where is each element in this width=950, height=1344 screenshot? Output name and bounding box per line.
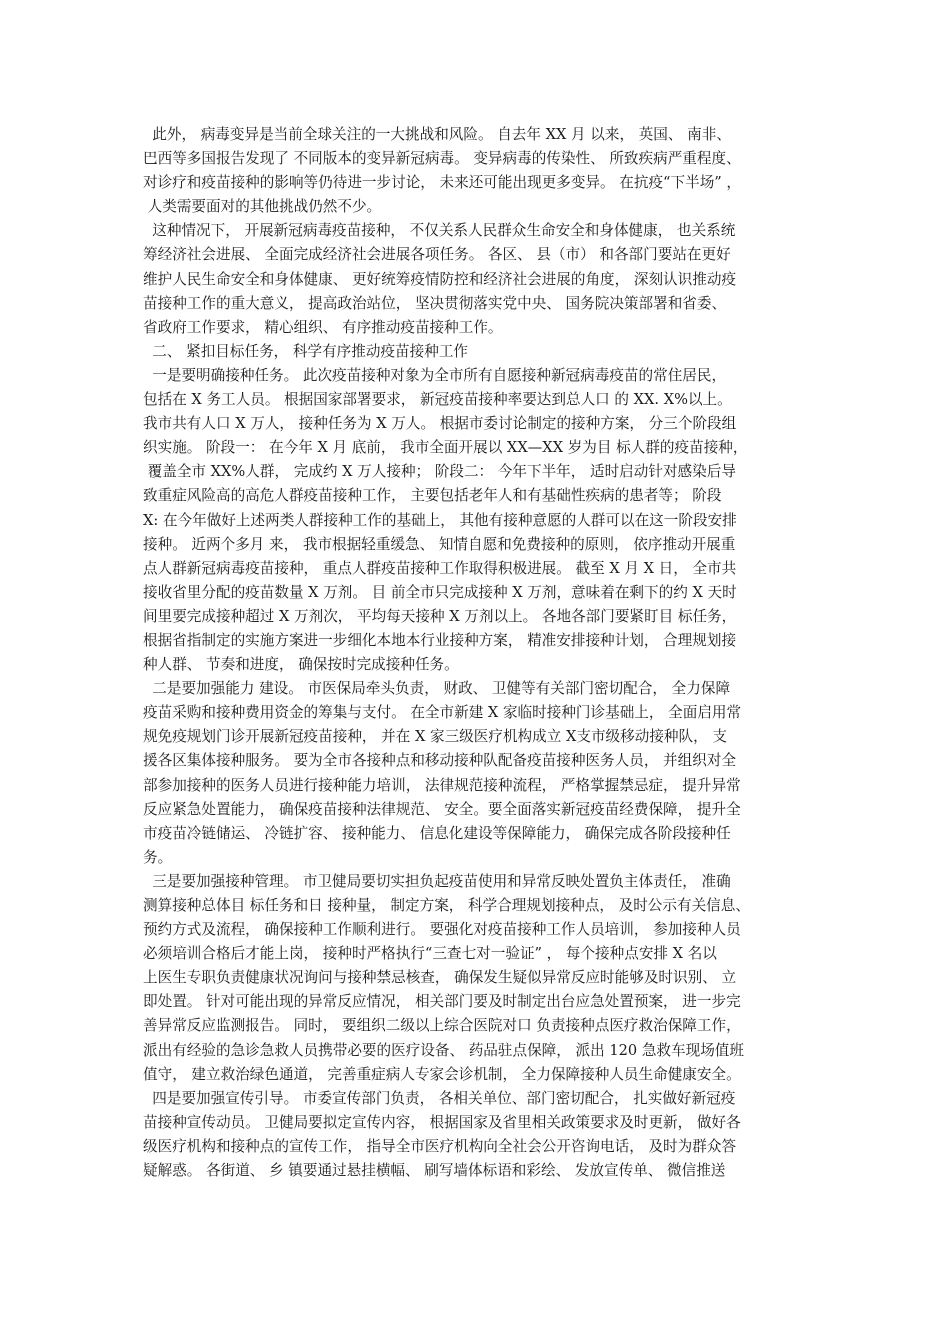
- paragraph: [143, 1087, 823, 1183]
- text-line: 省政府工作要求， 精心组织、 有序推动疫苗接种工作。: [143, 318, 503, 336]
- text-line: 三是要加强接种管理。 市卫健局要切实担负起疫苗使用和异常反映处置负主体责任， 准确: [143, 872, 731, 890]
- text-line: 接收省里分配的疫苗数量 X 万剂。 目 前全市只完成接种 X 万剂，意味着在剩下的约 X 天时: [143, 583, 737, 601]
- text-line: 致重症风险高的高危人群疫苗接种工作， 主要包括老年人和有基础性疾病的患者等； 阶段: [143, 487, 722, 505]
- paragraph: [143, 123, 823, 219]
- text-line: 部参加接种的医务人员进行接种能力培训， 法律规范接种流程， 严格掌握禁忌症， 提升异常: [143, 776, 741, 794]
- text-line: 预约方式及流程， 确保接种工作顺利进行。 要强化对疫苗接种工作人员培训， 参加接种人员: [143, 921, 741, 939]
- text-line: 苗接种宣传动员。 卫健局要拟定宣传内容， 根据国家及省里相关政策要求及时更新， 做好各: [143, 1113, 741, 1131]
- text-line: 接种。 近两个多月 来， 我市根据轻重缓急、 知情自愿和免费接种的原则， 依序推动开展重: [143, 535, 736, 553]
- text-line: 维护人民生命安全和身体健康、 更好统筹疫情防控和经济社会进展的角度， 深刻认识推动疫: [143, 270, 737, 288]
- text-line: 即处置。 针对可能出现的异常反应情况， 相关部门要及时制定出台应急处置预案， 进一步完: [143, 993, 741, 1011]
- paragraph: [143, 677, 823, 870]
- text-line: 派出有经验的急诊急救人员携带必要的医疗设备、 药品驻点保障， 派出 120 急救车现场值班: [143, 1041, 744, 1059]
- text-line: 务。: [143, 848, 173, 866]
- text-line: 人类需要面对的其他挑战仍然不少。: [143, 198, 382, 216]
- paragraph: [143, 870, 823, 1087]
- text-line: 种人群、 节奏和进度， 确保按时完成接种任务。: [143, 656, 459, 674]
- text-line: 此外， 病毒变异是当前全球关注的一大挑战和风险。 自去年 XX 月 以来， 英国、 南非、: [143, 126, 731, 143]
- text-line: 巴西等多国报告发现了 不同版本的变异新冠病毒。 变异病毒的传染性、 所致疾病严重程度、: [143, 150, 741, 168]
- text-line: 根据省指制定的实施方案进一步细化本地本行业接种方案， 精准安排接种计划， 合理规划接: [143, 631, 737, 649]
- text-line: X: 在今年做好上述两类人群接种工作的基础上， 其他有接种意愿的人群可以在这一阶段安排: [143, 511, 737, 529]
- paragraph: [143, 364, 823, 677]
- text-line: 覆盖全市 XX%人群， 完成约 X 万人接种； 阶段二： 今年下半年， 适时启动针对感染后导: [143, 463, 736, 481]
- text-line: 筹经济社会进展、 全面完成经济社会进展各项任务。 各区、 县（市） 和各部门要站在更好: [143, 246, 731, 264]
- text-line: 这种情况下， 开展新冠病毒疫苗接种， 不仅关系人民群众生命安全和身体健康， 也关系统: [143, 222, 736, 240]
- text-line: 级医疗机构和接种点的宣传工作， 指导全市医疗机构向全社会公开咨询电话， 及时为群众答: [143, 1137, 737, 1155]
- text-line: 援各区集体接种服务。 要为全市各接种点和移动接种队配备疫苗接种医务人员， 并组织对全: [143, 752, 737, 770]
- text-line: 我市共有人口 X 万人， 接种任务为 X 万人。 根据市委讨论制定的接种方案， 分三个阶段组: [143, 415, 737, 433]
- text-line: 上医生专职负责健康状况询问与接种禁忌核查， 确保发生疑似异常反应时能够及时识别、 立: [143, 969, 737, 987]
- text-line: 二、 紧扣目标任务， 科学有序推动疫苗接种工作: [143, 342, 469, 360]
- text-line: 测算接种总体目 标任务和日 接种量， 制定方案， 科学合理规划接种点， 及时公示有关信息、: [143, 897, 750, 914]
- text-line: 对诊疗和疫苗接种的影响等仍待进一步讨论， 未来还可能出现更多变异。 在抗疫“下半场” ，: [143, 174, 741, 192]
- text-line: 必须培训合格后才能上岗， 接种时严格执行“三查七对一验证” ， 每个接种点安排 X 名以: [143, 945, 717, 963]
- text-line: 间里要完成接种超过 X 万剂次， 平均每天接种 X 万剂以上。 各地各部门要紧盯目 标任务，: [143, 607, 737, 625]
- text-line: 四是要加强宣传引导。 市委宣传部门负责， 各相关单位、部门密切配合， 扎实做好新冠疫: [143, 1089, 736, 1107]
- text-line: 市疫苗冷链储运、 冷链扩容、 接种能力、 信息化建设等保障能力， 确保完成各阶段接种任: [143, 824, 731, 842]
- text-line: 苗接种工作的重大意义， 提高政治站位， 坚决贯彻落实党中央、 国务院决策部署和省委、: [143, 294, 727, 312]
- text-line: 一是要明确接种任务。 此次疫苗接种对象为全市所有自愿接种新冠病毒疫苗的常住居民，: [143, 366, 727, 384]
- paragraph: [143, 340, 823, 364]
- text-line: 包括在 X 务工人员。 根据国家部署要求， 新冠疫苗接种率要达到总人口 的 XX. X%以上。: [143, 391, 732, 409]
- text-line: 反应紧急处置能力， 确保疫苗接种法律规范、 安全。要全面落实新冠疫苗经费保障， 提升全: [143, 800, 741, 818]
- text-line: 织实施。 阶段一： 在今年 X 月 底前， 我市全面开展以 XX—XX 岁为目 标人群的疫苗接种，: [143, 439, 748, 457]
- text-line: 点人群新冠病毒疫苗接种， 重点人群疫苗接种工作取得积极进展。 截至 X 月 X 日， 全市共: [143, 559, 737, 577]
- paragraph: [143, 219, 823, 339]
- text-line: 二是要加强能力 建设。 市医保局牵头负责， 财政、 卫健等有关部门密切配合， 全力保障: [143, 680, 731, 698]
- document-body: [143, 123, 823, 1183]
- text-line: 疫苗采购和接种费用资金的筹集与支付。 在全市新建 X 家临时接种门诊基础上， 全面启用常: [143, 704, 742, 722]
- text-line: 疑解惑。 各街道、 乡 镇要通过悬挂横幅、 刷写墙体标语和彩绘、 发放宣传单、 微信推送: [143, 1162, 726, 1180]
- text-line: 规免疫规划门诊开展新冠疫苗接种， 并在 X 家三级医疗机构成立 X支市级移动接种队， 支: [143, 728, 727, 746]
- text-line: 值守， 建立救治绿色通道， 完善重症病人专家会诊机制， 全力保障接种人员生命健康安全。: [143, 1065, 741, 1083]
- text-line: 善异常反应监测报告。 同时， 要组织二级以上综合医院对口 负责接种点医疗救治保障工作，: [143, 1017, 741, 1035]
